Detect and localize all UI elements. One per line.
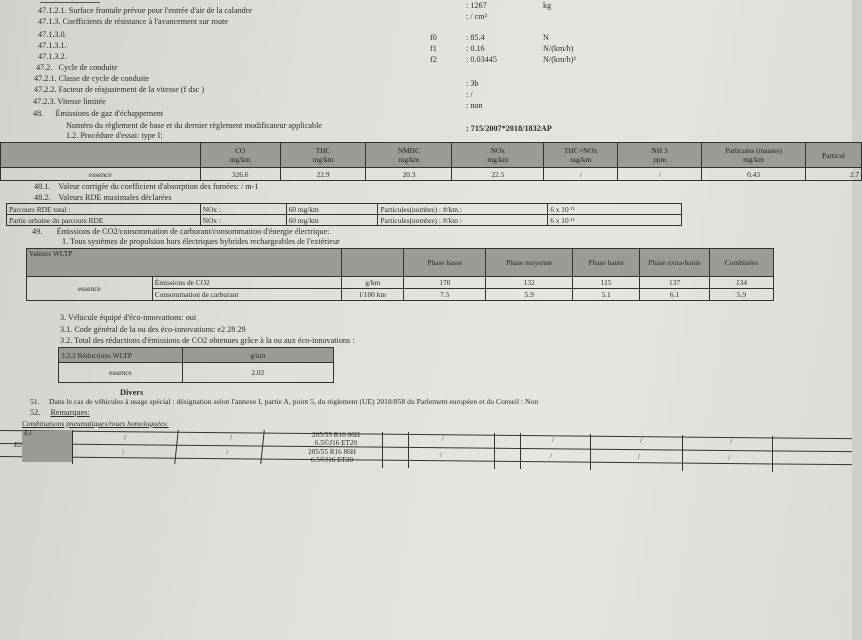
line-47-2: 47.2. Cycle de conduite bbox=[36, 63, 118, 72]
rde-urban-particles-value: 6 x 10 ¹¹ bbox=[548, 215, 682, 226]
wltp-label: Valeurs WLTP bbox=[27, 249, 342, 277]
rde-total-nox-value: 60 mg/km bbox=[286, 204, 378, 215]
tyre-row-1-spec: 205/55 R16 86H 6.5©J16 ET20 bbox=[312, 431, 360, 447]
wltp-fuel-consumption-label: Consommation de carburant bbox=[152, 289, 342, 301]
tyre-slash: / bbox=[124, 434, 126, 442]
emissions-header-row bbox=[1, 143, 862, 168]
line-47-1-3: 47.1.3. Coefficients de résistance à l'avancement sur route bbox=[38, 17, 229, 26]
tyre-col-divider bbox=[72, 430, 73, 464]
tyre-col-divider bbox=[494, 433, 495, 469]
wltp-fuel-moyenne: 5.9 bbox=[486, 289, 573, 301]
wltp-header-row bbox=[27, 249, 774, 277]
line-47-2-3: 47.2.3. Vitesse limitée bbox=[33, 97, 106, 106]
wltp-row-co2 bbox=[27, 277, 774, 289]
header-nmhc: NMHC mg/km bbox=[366, 143, 452, 168]
wltp-fuel-basse: 7.5 bbox=[404, 289, 486, 301]
value-f0: : 85.4 bbox=[466, 33, 485, 42]
tyre-row-e2-label: E2 bbox=[14, 441, 22, 449]
header-phase-haute: Phase haute bbox=[573, 249, 640, 277]
emissions-data-row bbox=[1, 168, 862, 181]
line-47-1-3-2: 47.1.3.2. bbox=[38, 52, 67, 61]
value-particles-number: 2.7 bbox=[806, 168, 862, 181]
wltp-table bbox=[26, 248, 774, 301]
eco-row-label: essence bbox=[59, 363, 183, 383]
tyre-col-divider bbox=[590, 434, 591, 470]
rde-urban-nox-label: NOx : bbox=[200, 215, 286, 226]
rde-urban-particles-label: Particules(nombre) : #/km : bbox=[378, 215, 548, 226]
header-particles-number: Particul bbox=[806, 143, 862, 168]
tyre-slash: / bbox=[728, 454, 730, 462]
tyre-col-divider bbox=[682, 435, 683, 471]
header-phase-moyenne: Phase moyenne bbox=[486, 249, 573, 277]
eco-row-value: 2.02 bbox=[182, 363, 333, 383]
row-label-essence: essence bbox=[1, 168, 201, 181]
value-particles-mass: 0.43 bbox=[702, 168, 806, 181]
tyre-slash: / bbox=[226, 449, 228, 457]
tyre-slash: / bbox=[552, 436, 554, 444]
header-particles-mass: Particules (masses) mg/km bbox=[702, 143, 806, 168]
value-nmhc: 20.3 bbox=[366, 168, 452, 181]
wltp-co2-basse: 170 bbox=[404, 277, 486, 289]
wltp-co2-moyenne: 132 bbox=[486, 277, 573, 289]
emissions-corner-cell bbox=[1, 143, 201, 168]
rde-table bbox=[6, 203, 682, 226]
unit-f2: N/(km/h)² bbox=[543, 55, 576, 64]
line-test-procedure: 1.2. Procédure d'essai: type I: bbox=[66, 131, 163, 140]
header-phase-basse: Phase basse bbox=[404, 249, 486, 277]
value-47-1-2-1: : 1267 bbox=[466, 1, 487, 10]
wltp-unit-header bbox=[342, 249, 404, 277]
rde-total-particles-label: Particules(nombre) : #/km : bbox=[378, 204, 548, 215]
tyre-table-middle-rule bbox=[0, 443, 852, 452]
line-47-1-2-1: 47.1.2.1. Surface frontale prévue pour l'entrée d'air de la calandre bbox=[38, 6, 253, 15]
wltp-fuel-extra-haute: 6.1 bbox=[640, 289, 710, 301]
header-thc: THC mg/km bbox=[280, 143, 366, 168]
wltp-fuel-label: essence bbox=[27, 277, 153, 301]
line-47-2-1: 47.2.1. Classe de cycle de conduite bbox=[34, 74, 150, 83]
value-nox: 22.5 bbox=[452, 168, 544, 181]
tyre-slash: / bbox=[638, 453, 640, 461]
header-combinees: Combinées bbox=[710, 249, 774, 277]
header-nh3: NH 3 ppm bbox=[618, 143, 702, 168]
tyre-slash: / bbox=[550, 452, 552, 460]
wltp-fuel-haute: 5.1 bbox=[573, 289, 640, 301]
unit-f1: N/(km/h) bbox=[543, 44, 574, 53]
tyre-slash: / bbox=[122, 449, 124, 457]
tyre-col-divider bbox=[520, 433, 521, 469]
tyre-table-top-rule bbox=[0, 430, 852, 439]
tyre-table-bottom-rule bbox=[0, 456, 852, 465]
eco-data-row bbox=[59, 363, 334, 383]
tyre-slash: / bbox=[640, 437, 642, 445]
line-tyre-combinations: Combinaisons pneumatiques/roues homologuées: bbox=[22, 419, 169, 428]
rde-urban-nox-value: 60 mg/km bbox=[286, 215, 378, 226]
line-48-1: 48.1. Valeur corrigée du coefficient d'absorption des fumées: / m-1 bbox=[34, 182, 259, 191]
divers-title: Divers bbox=[120, 388, 144, 397]
value-47-2-2: : / bbox=[466, 90, 473, 99]
line-eco-innovations: 3. Véhicule équipé d'éco-innovations: oui bbox=[60, 313, 197, 322]
tyre-slash: / bbox=[230, 434, 232, 442]
value-co: 326.6 bbox=[200, 168, 280, 181]
line-48-regulation: Numéro du règlement de base et du dernier règlement modificateur applicable bbox=[66, 121, 322, 130]
rde-row-total bbox=[7, 204, 682, 215]
tyre-row-e1-label: E1 bbox=[24, 429, 32, 437]
line-47-2-2: 47.2.2. Facteur de réajustement de la vitesse (f dsc ) bbox=[34, 85, 205, 94]
line-47-1-3-1: 47.1.3.1. bbox=[38, 41, 67, 50]
eco-table bbox=[58, 347, 334, 383]
header-phase-extra-haute: Phase extra-haute bbox=[640, 249, 710, 277]
tyre-slash: / bbox=[440, 451, 442, 459]
wltp-co2-haute: 115 bbox=[573, 277, 640, 289]
rde-total-particles-value: 6 x 10 ¹¹ bbox=[548, 204, 682, 215]
header-co: CO mg/km bbox=[200, 143, 280, 168]
wltp-co2-label: Émissions de CO2 bbox=[152, 277, 342, 289]
tyre-col-divider bbox=[174, 430, 179, 464]
line-49: 49. Émissions de CO2/consommation de carburant/consommation d'énergie électrique: bbox=[32, 227, 330, 236]
line-eco-total: 3.2. Total des réductions d'émissions de CO2 obtenues grâce à la ou aux éco-innovations : bbox=[60, 336, 355, 345]
value-thc: 22.9 bbox=[280, 168, 366, 181]
line-49-sub: 1. Tous systèmes de propulsion hors électriques hybrides rechargeables de l'extérieur bbox=[62, 237, 340, 246]
sym-f2: f2 bbox=[430, 55, 437, 64]
line-eco-code: 3.1. Code général de la ou des éco-innovations: e2 28 29 bbox=[60, 325, 246, 334]
rde-row-urban bbox=[7, 215, 682, 226]
value-thc-nox: / bbox=[544, 168, 618, 181]
tyre-row-2-spec: 205/55 R16 86H 6.5©J16 ET20 bbox=[308, 448, 356, 464]
wltp-co2-combinees: 134 bbox=[710, 277, 774, 289]
value-f2: : 0.03445 bbox=[466, 55, 497, 64]
rde-urban-label: Partie urbaine du parcours RDE bbox=[7, 215, 201, 226]
wltp-fuel-combinees: 5.9 bbox=[710, 289, 774, 301]
line-48: 48. Émissions de gaz d'échappement bbox=[33, 109, 164, 118]
tyre-col-divider bbox=[772, 436, 773, 472]
header-nox: NOx mg/km bbox=[452, 143, 544, 168]
eco-header-unit: g/km bbox=[182, 348, 333, 363]
value-48-regulation: : 715/2007*2018/1832AP bbox=[466, 124, 552, 133]
line-52: 52. Remarques: bbox=[30, 408, 90, 417]
value-47-2-1: : 3b bbox=[466, 79, 479, 88]
value-47-1-3: : / cm² bbox=[466, 12, 488, 21]
line-51: 51. Dans le cas de véhicules à usage spécial : désignation selon l'annexe I, partie A, point 5, du règlement (UE) 2018/858 du Parlement européen et du Conseil : Non bbox=[30, 397, 539, 406]
header-thc-nox: THC+NOx mg/km bbox=[544, 143, 618, 168]
line-48-2: 48.2. Valeurs RDE maximales déclarées bbox=[34, 193, 172, 202]
emissions-table bbox=[0, 142, 862, 181]
sym-f0: f0 bbox=[430, 33, 437, 42]
tyre-col-divider bbox=[382, 432, 383, 468]
rde-total-label: Parcours RDE total : bbox=[7, 204, 201, 215]
value-47-2-3: : non bbox=[466, 101, 483, 110]
line-47-1-3-0: 47.1.3.0. bbox=[38, 30, 67, 39]
unit-f0: N bbox=[543, 33, 549, 42]
tyre-slash: / bbox=[730, 438, 732, 446]
eco-header-label: 3.2.2 Réductions WLTP bbox=[59, 348, 183, 363]
tyre-slash: / bbox=[442, 435, 444, 443]
wltp-co2-unit: g/km bbox=[342, 277, 404, 289]
rde-total-nox-label: NOx : bbox=[200, 204, 286, 215]
eco-header-row bbox=[59, 348, 334, 363]
wltp-co2-extra-haute: 137 bbox=[640, 277, 710, 289]
tyre-col-divider bbox=[408, 432, 409, 468]
unit-47-1-2-1: kg bbox=[543, 1, 552, 10]
wltp-fuel-unit: l/100 km bbox=[342, 289, 404, 301]
value-nh3: / bbox=[618, 168, 702, 181]
value-f1: : 0.16 bbox=[466, 44, 485, 53]
sym-f1: f1 bbox=[430, 44, 437, 53]
